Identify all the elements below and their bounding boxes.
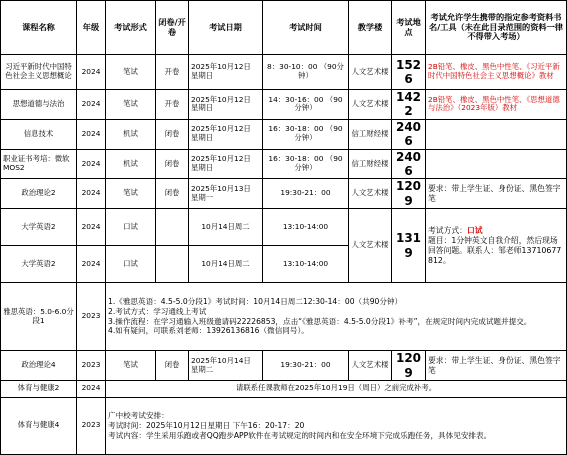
closed-open-cell: 闭卷 xyxy=(156,149,189,179)
header-room: 考试地点 xyxy=(392,1,426,55)
table-row xyxy=(1,55,567,90)
course-cell: 政治理论4 xyxy=(1,351,77,381)
note-line: 4.如有疑问，可联系刘老师：13926136816（微信同号）。 xyxy=(108,326,309,336)
time-cell: 16：30-18：00 （90分钟） xyxy=(263,119,349,149)
header-time: 考试时间 xyxy=(263,1,349,55)
note-line: 2.考试方式：学习通线上考试 xyxy=(108,306,207,316)
table-row xyxy=(1,90,567,120)
building-cell: 信工财经楼 xyxy=(349,119,392,149)
form-cell: 笔试 xyxy=(106,90,156,120)
table-row xyxy=(1,351,567,381)
form-cell: 口试 xyxy=(106,209,156,246)
header-materials: 考试允许学生携带的指定参考资料书名/工具（未在此目录范围的资料一律不得带入考场） xyxy=(426,1,567,55)
ielts-notes-cell xyxy=(106,283,567,351)
form-cell: 笔试 xyxy=(106,55,156,90)
room-cell: 2406 xyxy=(392,119,426,149)
form-cell: 口试 xyxy=(106,246,156,283)
note-line: 考试内容：学生采用乐跑或者QQ跑步APP软件在考试规定的时间内和在安全环境下完成乐跑任务，具体见安排表。 xyxy=(108,431,492,441)
header-closed-open: 闭卷/开卷 xyxy=(156,1,189,55)
time-cell: 13:10-14:00 xyxy=(263,209,349,246)
date-cell: 2025年10月12日 星期日 xyxy=(189,90,263,120)
closed-open-cell: 闭卷 xyxy=(156,351,189,381)
note-line: 广中校考试安排： xyxy=(108,410,169,420)
date-cell: 10月14日周二 xyxy=(189,209,263,246)
table-row xyxy=(1,119,567,149)
time-cell: 13:10-14:00 xyxy=(263,246,349,283)
building-cell: 人文艺术楼 xyxy=(349,351,392,381)
note-line: 1.《雅思英语：4.5-5.0分段1》考试时间：10月14日周二12:30-14：00（共90分钟） xyxy=(108,296,403,306)
pe2-note-cell: 请联系任课教师在2025年10月19日（周日）之前完成补考。 xyxy=(106,380,567,397)
table-row xyxy=(1,149,567,179)
grade-cell: 2023 xyxy=(77,283,106,351)
time-cell: 8：30-10：00 （90分钟） xyxy=(263,55,349,90)
building-cell: 人文艺术楼 xyxy=(349,179,392,209)
course-cell: 职业证书考培：微软MOS2 xyxy=(1,149,77,179)
time-cell: 19:30-21：00 xyxy=(263,351,349,381)
closed-open-cell xyxy=(156,209,189,246)
course-cell: 政治理论2 xyxy=(1,179,77,209)
materials-cell xyxy=(426,149,567,179)
date-cell: 10月14日周二 xyxy=(189,246,263,283)
date-cell: 2025年10月12日 星期日 xyxy=(189,119,263,149)
table-row xyxy=(1,209,567,246)
building-cell: 人文艺术楼 xyxy=(349,209,392,283)
course-cell: 雅思英语：5.0-6.0分段1 xyxy=(1,283,77,351)
room-cell: 1209 xyxy=(392,179,426,209)
materials-cell xyxy=(426,119,567,149)
materials-cell: 要求：带上学生证、身份证、黑色签字笔 xyxy=(426,179,567,209)
grade-cell: 2024 xyxy=(77,119,106,149)
closed-open-cell xyxy=(156,246,189,283)
table-row xyxy=(1,283,567,351)
room-cell: 2406 xyxy=(392,149,426,179)
table-row xyxy=(1,380,567,397)
grade-cell: 2024 xyxy=(77,149,106,179)
course-cell: 大学英语2 xyxy=(1,246,77,283)
closed-open-cell: 闭卷 xyxy=(156,179,189,209)
room-cell: 1526 xyxy=(392,55,426,90)
course-cell: 习近平新时代中国特色社会主义思想概论 xyxy=(1,55,77,90)
table-row xyxy=(1,397,567,454)
course-cell: 思想道德与法治 xyxy=(1,90,77,120)
header-course: 课程名称 xyxy=(1,1,77,55)
header-grade: 年级 xyxy=(77,1,106,55)
header-form: 考试形式 xyxy=(106,1,156,55)
building-cell: 人文艺术楼 xyxy=(349,55,392,90)
room-cell: 1209 xyxy=(392,351,426,381)
form-cell: 机试 xyxy=(106,119,156,149)
closed-open-cell: 闭卷 xyxy=(156,119,189,149)
form-cell: 笔试 xyxy=(106,179,156,209)
form-cell: 机试 xyxy=(106,149,156,179)
grade-cell: 2024 xyxy=(77,179,106,209)
grade-cell: 2024 xyxy=(77,90,106,120)
table-row xyxy=(1,179,567,209)
materials-cell xyxy=(426,209,567,283)
grade-cell: 2024 xyxy=(77,55,106,90)
grade-cell: 2023 xyxy=(77,351,106,381)
date-cell: 2025年10月14日 星期二 xyxy=(189,351,263,381)
date-cell: 2025年10月12日 星期日 xyxy=(189,55,263,90)
time-cell: 16：30-18：00 （90分钟） xyxy=(263,149,349,179)
room-cell: 1422 xyxy=(392,90,426,120)
grade-cell: 2023 xyxy=(77,397,106,454)
materials-cell: 2B铅笔、橡皮、黑色中性笔、《思想道德与法治》（2023年版）教材 xyxy=(426,90,567,120)
course-cell: 体育与健康2 xyxy=(1,380,77,397)
course-cell: 信息技术 xyxy=(1,119,77,149)
grade-cell: 2024 xyxy=(77,380,106,397)
building-cell: 信工财经楼 xyxy=(349,149,392,179)
closed-open-cell: 开卷 xyxy=(156,90,189,120)
time-cell: 19:30-21：00 xyxy=(263,179,349,209)
header-building: 教学楼 xyxy=(349,1,392,55)
note-line: 考试时间：2025年10月12日星期日 下午16：20-17：20 xyxy=(108,420,305,430)
grade-cell: 2024 xyxy=(77,209,106,246)
materials-label: 考试方式： xyxy=(428,225,467,235)
materials-rest: 题目：1分钟英文自我介绍，然后现场回答问题。联系人：邹老师13710677812。 xyxy=(428,235,562,265)
materials-emphasis: 口试 xyxy=(466,225,483,235)
date-cell: 2025年10月13日 星期一 xyxy=(189,179,263,209)
course-cell: 大学英语2 xyxy=(1,209,77,246)
building-cell: 人文艺术楼 xyxy=(349,90,392,120)
note-line: 3.操作流程：在学习通输入班级邀请码22226853，点击“《雅思英语：4.5-5.0分段1》补考”，在规定时间内完成试题并提交。 xyxy=(108,316,532,326)
room-cell: 1319 xyxy=(392,209,426,283)
materials-cell: 要求：带上学生证、身份证、黑色签字笔 xyxy=(426,351,567,381)
time-cell: 14：30-16：00 （90分钟） xyxy=(263,90,349,120)
materials-cell: 2B铅笔、橡皮、黑色中性笔、《习近平新时代中国特色社会主义思想概论》教材 xyxy=(426,55,567,90)
pe4-notes-cell xyxy=(106,397,567,454)
header-row xyxy=(1,1,567,55)
form-cell: 笔试 xyxy=(106,351,156,381)
closed-open-cell: 开卷 xyxy=(156,55,189,90)
header-date: 考试日期 xyxy=(189,1,263,55)
grade-cell: 2024 xyxy=(77,246,106,283)
course-cell: 体育与健康4 xyxy=(1,397,77,454)
date-cell: 2025年10月12日 星期日 xyxy=(189,149,263,179)
